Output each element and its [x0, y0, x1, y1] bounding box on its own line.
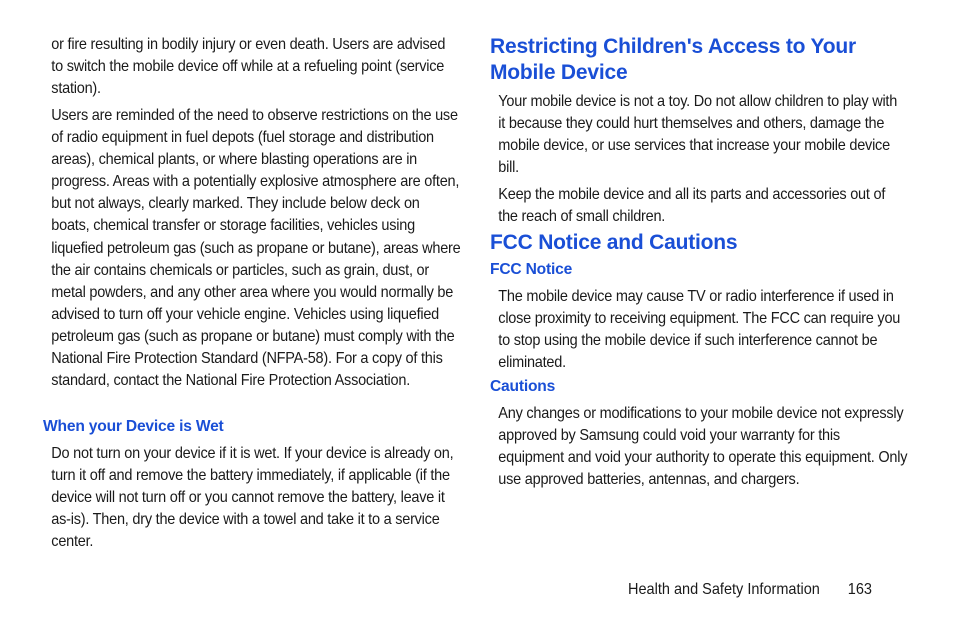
paragraph-children-reach: Keep the mobile device and all its parts and accessories out of the reach of small children. — [498, 186, 886, 226]
paragraph-fcc-notice: The mobile device may cause TV or radio interference if used in close proximity to receiving equipment. The FCC can require you to stop using the mobile device if such interference cannot be eliminated. — [498, 288, 901, 372]
page-number: 163 — [847, 581, 872, 598]
page-footer — [628, 580, 872, 600]
heading-fcc-notice-cautions: FCC Notice and Cautions — [490, 231, 738, 254]
heading-restricting-children: Restricting Children's Access to Your Mobile Device — [490, 35, 856, 84]
heading-device-wet: When your Device is Wet — [43, 418, 224, 435]
paragraph-cautions: Any changes or modifications to your mobile device not expressly approved by Samsung could void your warranty for this equipment and void your authority to operate this equipment. Only use approved batteries, antennas, and chargers. — [498, 405, 908, 489]
paragraph-children-toy: Your mobile device is not a toy. Do not allow children to play with it because they could hurt themselves and others, damage the mobile device, or use services that increase your mobile device bill. — [498, 93, 898, 177]
paragraph-refueling: or fire resulting in bodily injury or even death. Users are advised to switch the mobile device off while at a refueling point (service station). — [51, 36, 446, 98]
heading-fcc-notice: FCC Notice — [490, 261, 573, 278]
footer-section-title: Health and Safety Information — [628, 581, 820, 598]
heading-cautions: Cautions — [490, 378, 556, 395]
paragraph-radio-restrictions: Users are reminded of the need to observe restrictions on the use of radio equipment in fuel depots (fuel storage and distribution areas), chemical plants, or where blasting operations are in progress. Areas with a potentially explosive atmosphere are often, but not always, clearly marked. They include below deck on boats, chemical transfer or storage facilities, vehicles using liquefied petroleum gas (such as propane or butane), areas where the air contains chemicals or particles, such as grain, dust, or metal powders, and any other area where you would normally be advised to turn off your vehicle engine. Vehicles using liquefied petroleum gas (such as propane or butane) must comply with the National Fire Protection Standard (NFPA-58). For a copy of this standard, contact the National Fire Protection Association. — [51, 107, 461, 390]
paragraph-device-wet: Do not turn on your device if it is wet. If your device is already on, turn it off and remove the battery immediately, if applicable (if the device will not turn off or you cannot remove the battery, leave it as-is). Then, dry the device with a towel and take it to a service center. — [51, 445, 454, 551]
